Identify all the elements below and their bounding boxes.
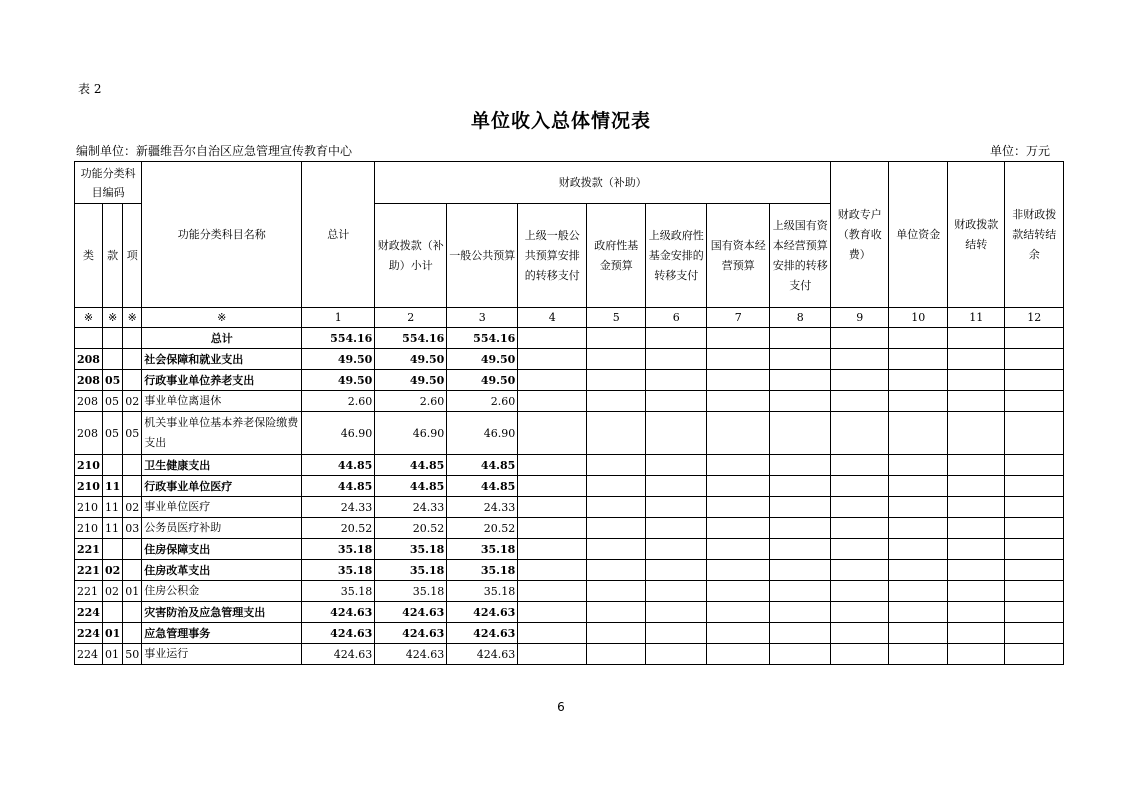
cell-total: 46.90 <box>302 412 375 455</box>
cell-lei: 210 <box>75 497 103 518</box>
cell-c3: 35.18 <box>447 560 518 581</box>
cell-c10 <box>889 539 948 560</box>
cell-c7 <box>707 560 770 581</box>
cell-c2: 35.18 <box>375 539 447 560</box>
cell-c2: 49.50 <box>375 349 447 370</box>
cell-c11 <box>948 644 1005 665</box>
cell-c6 <box>646 328 707 349</box>
cell-c7 <box>707 328 770 349</box>
index-cell: ※ <box>123 308 142 328</box>
cell-kuan: 05 <box>102 370 122 391</box>
cell-c9 <box>831 560 889 581</box>
cell-name: 行政事业单位养老支出 <box>142 370 302 391</box>
cell-c6 <box>646 623 707 644</box>
cell-c11 <box>948 412 1005 455</box>
cell-c3: 49.50 <box>447 349 518 370</box>
cell-c2: 35.18 <box>375 560 447 581</box>
cell-lei: 224 <box>75 644 103 665</box>
cell-total: 424.63 <box>302 602 375 623</box>
cell-xiang <box>123 623 142 644</box>
cell-total: 554.16 <box>302 328 375 349</box>
cell-c5 <box>587 391 646 412</box>
cell-c3: 49.50 <box>447 370 518 391</box>
cell-c11 <box>948 370 1005 391</box>
cell-lei: 221 <box>75 539 103 560</box>
cell-c12 <box>1005 497 1064 518</box>
cell-c12 <box>1005 391 1064 412</box>
cell-c8 <box>770 455 831 476</box>
cell-c2: 35.18 <box>375 581 447 602</box>
cell-c8 <box>770 476 831 497</box>
cell-name: 机关事业单位基本养老保险缴费支出 <box>142 412 302 455</box>
cell-name: 社会保障和就业支出 <box>142 349 302 370</box>
cell-kuan: 05 <box>102 412 122 455</box>
cell-name: 公务员医疗补助 <box>142 518 302 539</box>
cell-c12 <box>1005 328 1064 349</box>
header-c10: 单位资金 <box>889 162 948 308</box>
cell-c3: 44.85 <box>447 455 518 476</box>
cell-c9 <box>831 581 889 602</box>
cell-c9 <box>831 370 889 391</box>
cell-total: 424.63 <box>302 623 375 644</box>
cell-kuan: 11 <box>102 497 122 518</box>
cell-c4 <box>518 391 587 412</box>
cell-c9 <box>831 623 889 644</box>
table-row <box>75 349 1064 370</box>
cell-c3: 24.33 <box>447 497 518 518</box>
cell-kuan: 05 <box>102 391 122 412</box>
cell-c7 <box>707 518 770 539</box>
cell-c4 <box>518 497 587 518</box>
cell-c3: 35.18 <box>447 539 518 560</box>
table-body <box>75 328 1064 665</box>
cell-c2: 44.85 <box>375 476 447 497</box>
unit-label: 单位：万元 <box>990 144 1051 158</box>
cell-c10 <box>889 518 948 539</box>
cell-name: 灾害防治及应急管理支出 <box>142 602 302 623</box>
cell-c2: 424.63 <box>375 602 447 623</box>
table-row <box>75 560 1064 581</box>
cell-xiang <box>123 455 142 476</box>
cell-c3: 44.85 <box>447 476 518 497</box>
cell-c10 <box>889 328 948 349</box>
cell-c11 <box>948 602 1005 623</box>
cell-c12 <box>1005 602 1064 623</box>
cell-kuan: 01 <box>102 623 122 644</box>
cell-c6 <box>646 581 707 602</box>
cell-c10 <box>889 497 948 518</box>
cell-c9 <box>831 391 889 412</box>
header-c9: 财政专户（教育收费） <box>831 162 889 308</box>
cell-c3: 424.63 <box>447 602 518 623</box>
cell-c10 <box>889 349 948 370</box>
header-c8: 上级国有资本经营预算安排的转移支付 <box>770 204 831 308</box>
cell-c5 <box>587 581 646 602</box>
index-row <box>75 308 1064 328</box>
cell-c9 <box>831 644 889 665</box>
cell-c8 <box>770 370 831 391</box>
cell-c11 <box>948 476 1005 497</box>
cell-c8 <box>770 644 831 665</box>
header-name: 功能分类科目名称 <box>142 162 302 308</box>
cell-c3: 424.63 <box>447 644 518 665</box>
cell-c5 <box>587 497 646 518</box>
cell-c4 <box>518 602 587 623</box>
cell-c9 <box>831 497 889 518</box>
cell-c6 <box>646 497 707 518</box>
cell-total: 44.85 <box>302 455 375 476</box>
cell-c2: 46.90 <box>375 412 447 455</box>
cell-c10 <box>889 476 948 497</box>
cell-c12 <box>1005 349 1064 370</box>
cell-c10 <box>889 602 948 623</box>
cell-c4 <box>518 581 587 602</box>
cell-xiang: 02 <box>123 391 142 412</box>
cell-c4 <box>518 560 587 581</box>
cell-c11 <box>948 539 1005 560</box>
cell-c4 <box>518 412 587 455</box>
cell-c7 <box>707 539 770 560</box>
cell-c8 <box>770 560 831 581</box>
cell-name: 事业单位离退休 <box>142 391 302 412</box>
table-row <box>75 370 1064 391</box>
index-cell: ※ <box>102 308 122 328</box>
cell-c4 <box>518 349 587 370</box>
cell-xiang <box>123 349 142 370</box>
cell-lei: 221 <box>75 581 103 602</box>
cell-c7 <box>707 370 770 391</box>
cell-lei: 208 <box>75 391 103 412</box>
cell-name: 总计 <box>142 328 302 349</box>
cell-total: 35.18 <box>302 560 375 581</box>
cell-c7 <box>707 644 770 665</box>
cell-lei: 210 <box>75 455 103 476</box>
cell-c3: 20.52 <box>447 518 518 539</box>
cell-c9 <box>831 518 889 539</box>
cell-c3: 35.18 <box>447 581 518 602</box>
cell-kuan: 01 <box>102 644 122 665</box>
table-row <box>75 391 1064 412</box>
table-row <box>75 539 1064 560</box>
cell-c5 <box>587 539 646 560</box>
header-code-group: 功能分类科目编码 <box>75 162 142 204</box>
cell-c11 <box>948 560 1005 581</box>
cell-c2: 44.85 <box>375 455 447 476</box>
cell-c8 <box>770 349 831 370</box>
cell-xiang <box>123 560 142 581</box>
index-cell: 1 <box>302 308 375 328</box>
cell-c2: 424.63 <box>375 623 447 644</box>
index-cell: 2 <box>375 308 447 328</box>
table-row <box>75 602 1064 623</box>
cell-c6 <box>646 349 707 370</box>
cell-c7 <box>707 455 770 476</box>
cell-c7 <box>707 497 770 518</box>
header-c12: 非财政拨款结转结余 <box>1005 162 1064 308</box>
cell-kuan: 02 <box>102 581 122 602</box>
cell-total: 35.18 <box>302 581 375 602</box>
cell-total: 424.63 <box>302 644 375 665</box>
cell-c11 <box>948 497 1005 518</box>
cell-c6 <box>646 370 707 391</box>
org-label: 编制单位：新疆维吾尔自治区应急管理宣传教育中心 <box>76 144 353 158</box>
table-row <box>75 644 1064 665</box>
cell-lei: 208 <box>75 412 103 455</box>
cell-c6 <box>646 602 707 623</box>
cell-kuan <box>102 349 122 370</box>
cell-c5 <box>587 518 646 539</box>
cell-c3: 554.16 <box>447 328 518 349</box>
cell-c6 <box>646 518 707 539</box>
cell-c3: 2.60 <box>447 391 518 412</box>
table-row <box>75 328 1064 349</box>
header-c6: 上级政府性基金安排的转移支付 <box>646 204 707 308</box>
cell-c11 <box>948 581 1005 602</box>
index-cell: ※ <box>75 308 103 328</box>
cell-c8 <box>770 602 831 623</box>
cell-c4 <box>518 370 587 391</box>
cell-name: 卫生健康支出 <box>142 455 302 476</box>
cell-xiang <box>123 539 142 560</box>
cell-name: 住房保障支出 <box>142 539 302 560</box>
header-xiang: 项 <box>123 204 142 308</box>
cell-c10 <box>889 370 948 391</box>
cell-kuan: 11 <box>102 518 122 539</box>
cell-c8 <box>770 581 831 602</box>
cell-c9 <box>831 349 889 370</box>
header-c7: 国有资本经营预算 <box>707 204 770 308</box>
header-total: 总计 <box>302 162 375 308</box>
cell-c7 <box>707 412 770 455</box>
page-number: 6 <box>557 700 565 714</box>
cell-lei: 208 <box>75 370 103 391</box>
cell-c3: 46.90 <box>447 412 518 455</box>
cell-c8 <box>770 497 831 518</box>
cell-c12 <box>1005 560 1064 581</box>
cell-total: 49.50 <box>302 349 375 370</box>
cell-xiang <box>123 328 142 349</box>
cell-c12 <box>1005 581 1064 602</box>
cell-c7 <box>707 476 770 497</box>
header-fiscal-group: 财政拨款（补助） <box>375 162 831 204</box>
cell-c2: 2.60 <box>375 391 447 412</box>
cell-total: 44.85 <box>302 476 375 497</box>
cell-name: 事业单位医疗 <box>142 497 302 518</box>
cell-xiang <box>123 476 142 497</box>
cell-c4 <box>518 476 587 497</box>
cell-c4 <box>518 623 587 644</box>
cell-xiang <box>123 602 142 623</box>
cell-xiang: 03 <box>123 518 142 539</box>
header-c11: 财政拨款结转 <box>948 162 1005 308</box>
document-title: 单位收入总体情况表 <box>470 110 651 132</box>
cell-c10 <box>889 412 948 455</box>
cell-c5 <box>587 328 646 349</box>
cell-c12 <box>1005 644 1064 665</box>
cell-name: 事业运行 <box>142 644 302 665</box>
cell-c11 <box>948 455 1005 476</box>
table-row <box>75 455 1064 476</box>
cell-c10 <box>889 623 948 644</box>
header-kuan: 款 <box>102 204 122 308</box>
cell-c4 <box>518 518 587 539</box>
cell-c6 <box>646 391 707 412</box>
cell-lei: 210 <box>75 476 103 497</box>
cell-c10 <box>889 560 948 581</box>
cell-lei: 210 <box>75 518 103 539</box>
cell-c9 <box>831 476 889 497</box>
table-row <box>75 476 1064 497</box>
cell-c6 <box>646 539 707 560</box>
cell-c4 <box>518 644 587 665</box>
cell-xiang: 50 <box>123 644 142 665</box>
index-cell: 12 <box>1005 308 1064 328</box>
cell-name: 应急管理事务 <box>142 623 302 644</box>
cell-c3: 424.63 <box>447 623 518 644</box>
cell-c12 <box>1005 476 1064 497</box>
cell-name: 住房公积金 <box>142 581 302 602</box>
cell-c8 <box>770 328 831 349</box>
cell-c6 <box>646 644 707 665</box>
cell-total: 20.52 <box>302 518 375 539</box>
cell-lei: 221 <box>75 560 103 581</box>
cell-xiang: 01 <box>123 581 142 602</box>
cell-c2: 554.16 <box>375 328 447 349</box>
cell-c8 <box>770 518 831 539</box>
cell-kuan <box>102 539 122 560</box>
cell-c9 <box>831 412 889 455</box>
cell-c5 <box>587 455 646 476</box>
cell-name: 行政事业单位医疗 <box>142 476 302 497</box>
header-c5: 政府性基金预算 <box>587 204 646 308</box>
cell-name: 住房改革支出 <box>142 560 302 581</box>
cell-lei: 224 <box>75 602 103 623</box>
cell-lei: 224 <box>75 623 103 644</box>
cell-c6 <box>646 560 707 581</box>
cell-c8 <box>770 391 831 412</box>
index-cell: ※ <box>142 308 302 328</box>
index-cell: 11 <box>948 308 1005 328</box>
cell-c5 <box>587 349 646 370</box>
table-row <box>75 412 1064 455</box>
cell-xiang <box>123 370 142 391</box>
header-c2: 财政拨款（补助）小计 <box>375 204 447 308</box>
cell-c5 <box>587 370 646 391</box>
cell-lei: 208 <box>75 349 103 370</box>
cell-lei <box>75 328 103 349</box>
cell-kuan <box>102 328 122 349</box>
cell-c9 <box>831 602 889 623</box>
cell-c4 <box>518 455 587 476</box>
cell-c9 <box>831 455 889 476</box>
cell-kuan <box>102 602 122 623</box>
cell-c6 <box>646 412 707 455</box>
cell-c4 <box>518 539 587 560</box>
cell-c5 <box>587 476 646 497</box>
table-row <box>75 497 1064 518</box>
cell-c2: 24.33 <box>375 497 447 518</box>
cell-c12 <box>1005 412 1064 455</box>
table-row <box>75 518 1064 539</box>
cell-xiang: 05 <box>123 412 142 455</box>
cell-c12 <box>1005 539 1064 560</box>
cell-c9 <box>831 539 889 560</box>
cell-c11 <box>948 623 1005 644</box>
cell-c9 <box>831 328 889 349</box>
index-cell: 5 <box>587 308 646 328</box>
cell-c11 <box>948 328 1005 349</box>
cell-c6 <box>646 476 707 497</box>
cell-c11 <box>948 518 1005 539</box>
cell-total: 24.33 <box>302 497 375 518</box>
cell-c11 <box>948 349 1005 370</box>
cell-c10 <box>889 455 948 476</box>
cell-c5 <box>587 623 646 644</box>
table-row <box>75 623 1064 644</box>
cell-c4 <box>518 328 587 349</box>
index-cell: 8 <box>770 308 831 328</box>
cell-c7 <box>707 391 770 412</box>
cell-xiang: 02 <box>123 497 142 518</box>
header-c3: 一般公共预算 <box>447 204 518 308</box>
cell-c10 <box>889 391 948 412</box>
cell-c8 <box>770 412 831 455</box>
cell-c7 <box>707 623 770 644</box>
cell-c7 <box>707 349 770 370</box>
cell-c10 <box>889 581 948 602</box>
cell-c6 <box>646 455 707 476</box>
income-table <box>74 161 1064 665</box>
header-lei: 类 <box>75 204 103 308</box>
cell-total: 2.60 <box>302 391 375 412</box>
table-row <box>75 581 1064 602</box>
cell-c5 <box>587 412 646 455</box>
index-cell: 6 <box>646 308 707 328</box>
cell-c2: 20.52 <box>375 518 447 539</box>
cell-c7 <box>707 602 770 623</box>
index-cell: 9 <box>831 308 889 328</box>
cell-kuan: 11 <box>102 476 122 497</box>
cell-c2: 424.63 <box>375 644 447 665</box>
cell-c5 <box>587 644 646 665</box>
cell-c12 <box>1005 370 1064 391</box>
cell-kuan <box>102 455 122 476</box>
index-cell: 7 <box>707 308 770 328</box>
cell-c12 <box>1005 455 1064 476</box>
cell-c2: 49.50 <box>375 370 447 391</box>
cell-c5 <box>587 560 646 581</box>
index-cell: 10 <box>889 308 948 328</box>
table-label: 表 2 <box>78 82 102 96</box>
cell-total: 35.18 <box>302 539 375 560</box>
cell-c10 <box>889 644 948 665</box>
cell-c7 <box>707 581 770 602</box>
cell-c8 <box>770 623 831 644</box>
cell-total: 49.50 <box>302 370 375 391</box>
index-cell: 3 <box>447 308 518 328</box>
cell-kuan: 02 <box>102 560 122 581</box>
cell-c12 <box>1005 623 1064 644</box>
header-c4: 上级一般公共预算安排的转移支付 <box>518 204 587 308</box>
index-cell: 4 <box>518 308 587 328</box>
cell-c5 <box>587 602 646 623</box>
cell-c11 <box>948 391 1005 412</box>
cell-c12 <box>1005 518 1064 539</box>
cell-c8 <box>770 539 831 560</box>
